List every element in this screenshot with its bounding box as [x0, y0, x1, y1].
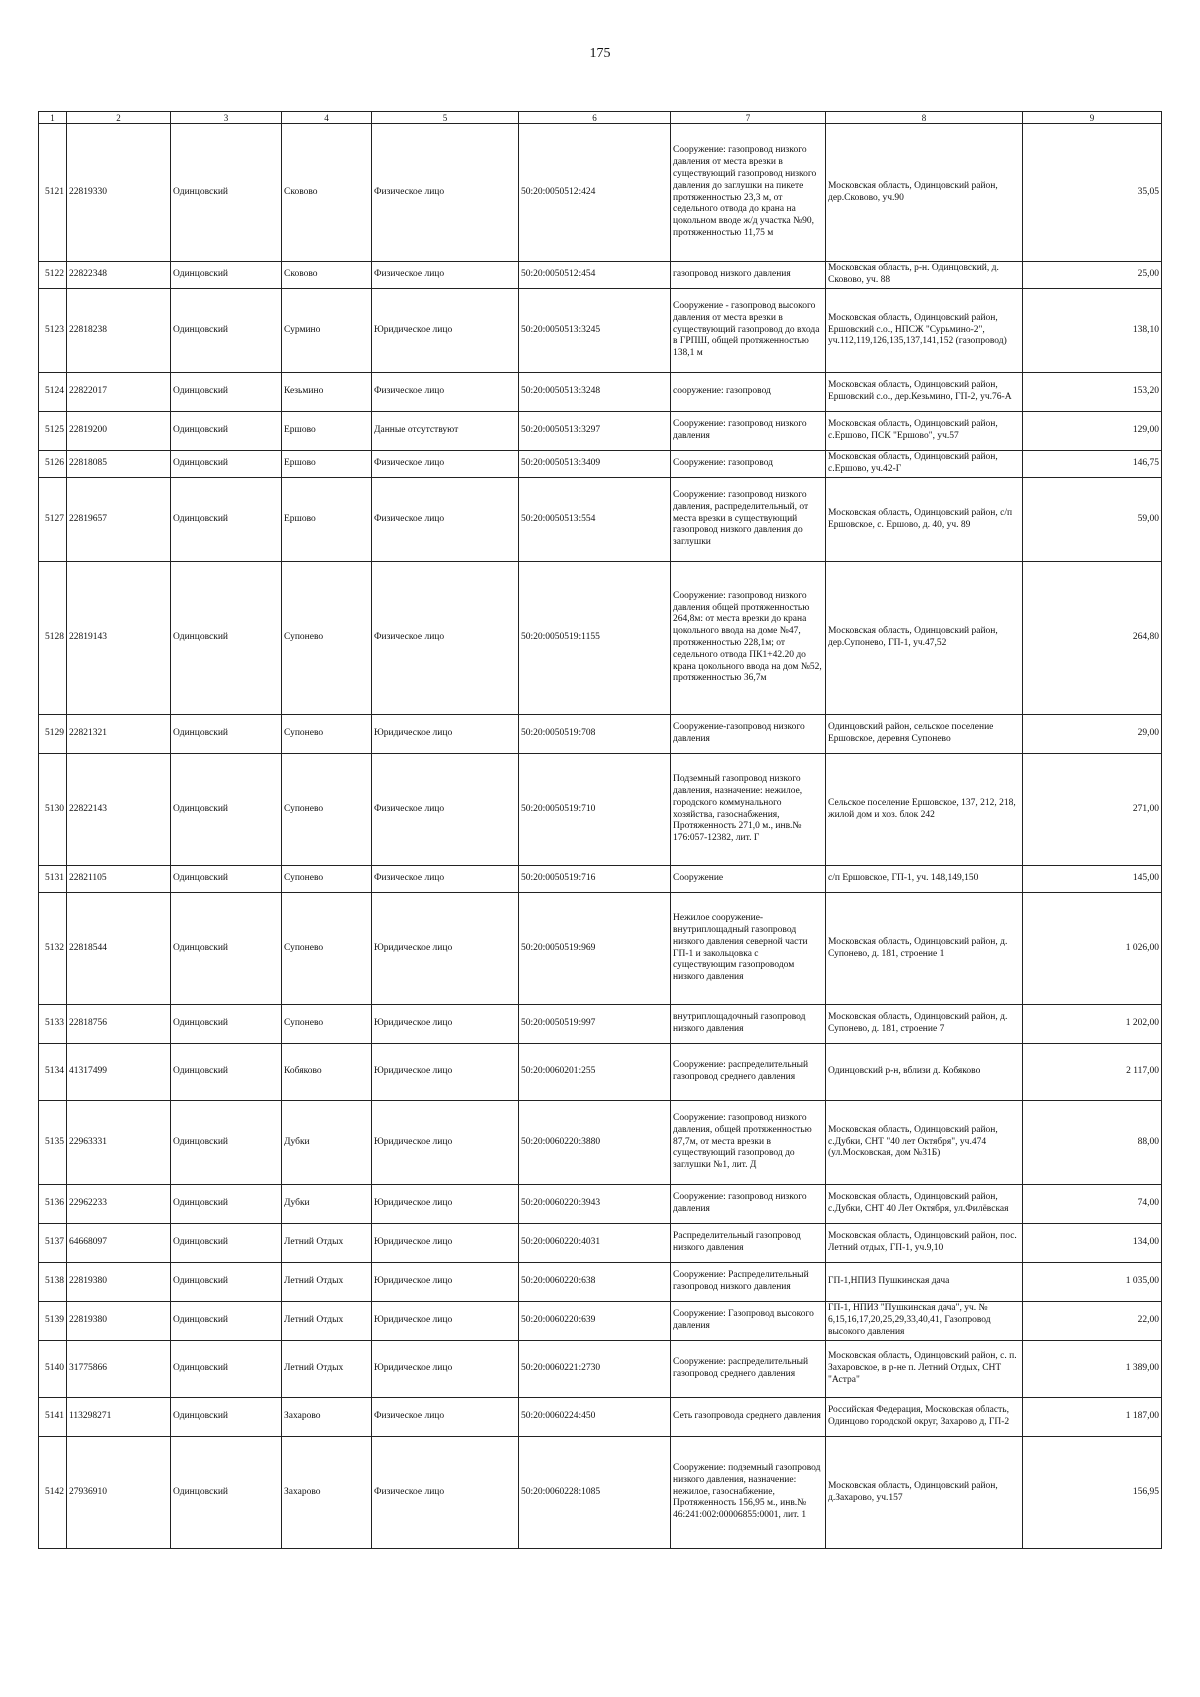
- cadastral-number-cell: 50:20:0060224:450: [519, 1398, 671, 1437]
- column-header: 1: [39, 112, 67, 124]
- cadastral-number-cell: 50:20:0050513:3245: [519, 289, 671, 373]
- owner-type-cell: Физическое лицо: [372, 1398, 519, 1437]
- row-number-cell: 5142: [39, 1437, 67, 1549]
- object-description-cell: внутриплощадочный газопровод низкого давления: [671, 1005, 826, 1044]
- table-row: [39, 866, 1162, 893]
- length-value-cell: 88,00: [1023, 1101, 1162, 1185]
- owner-type-cell: Юридическое лицо: [372, 715, 519, 754]
- locality-cell: Летний Отдых: [282, 1263, 372, 1302]
- object-description-cell: Сооружение: газопровод: [671, 451, 826, 478]
- district-cell: Одинцовский: [171, 373, 282, 412]
- table-row: [39, 289, 1162, 373]
- object-description-cell: Сооружение: Распределительный газопровод низкого давления: [671, 1263, 826, 1302]
- table-row: [39, 893, 1162, 1005]
- table-body: [39, 124, 1162, 1549]
- page-number: 175: [589, 46, 611, 61]
- column-header: 9: [1023, 112, 1162, 124]
- row-number-cell: 5125: [39, 412, 67, 451]
- row-number-cell: 5135: [39, 1101, 67, 1185]
- cadastral-number-cell: 50:20:0050519:710: [519, 754, 671, 866]
- row-number-cell: 5134: [39, 1044, 67, 1101]
- district-cell: Одинцовский: [171, 754, 282, 866]
- record-id-cell: 22819380: [67, 1263, 171, 1302]
- district-cell: Одинцовский: [171, 866, 282, 893]
- length-value-cell: 1 389,00: [1023, 1341, 1162, 1398]
- locality-cell: Захарово: [282, 1398, 372, 1437]
- length-value-cell: 145,00: [1023, 866, 1162, 893]
- table-row: [39, 1341, 1162, 1398]
- owner-type-cell: Юридическое лицо: [372, 1302, 519, 1341]
- row-number-cell: 5139: [39, 1302, 67, 1341]
- table-row: [39, 1224, 1162, 1263]
- length-value-cell: 138,10: [1023, 289, 1162, 373]
- length-value-cell: 271,00: [1023, 754, 1162, 866]
- table-row: [39, 373, 1162, 412]
- record-id-cell: 22821321: [67, 715, 171, 754]
- record-id-cell: 113298271: [67, 1398, 171, 1437]
- locality-cell: Дубки: [282, 1185, 372, 1224]
- row-number-cell: 5136: [39, 1185, 67, 1224]
- owner-type-cell: Юридическое лицо: [372, 1101, 519, 1185]
- locality-cell: Ершово: [282, 451, 372, 478]
- table-row: [39, 1044, 1162, 1101]
- object-description-cell: Нежилое сооружение-внутриплощадный газопровод низкого давления северной части ГП-1 и закольцовка с существующим газопроводом низкого давления: [671, 893, 826, 1005]
- record-id-cell: 22818544: [67, 893, 171, 1005]
- cadastral-number-cell: 50:20:0050519:997: [519, 1005, 671, 1044]
- header-row: [39, 112, 1162, 124]
- cadastral-number-cell: 50:20:0060220:4031: [519, 1224, 671, 1263]
- cadastral-number-cell: 50:20:0060220:639: [519, 1302, 671, 1341]
- record-id-cell: 64668097: [67, 1224, 171, 1263]
- owner-type-cell: Физическое лицо: [372, 262, 519, 289]
- length-value-cell: 134,00: [1023, 1224, 1162, 1263]
- cadastral-number-cell: 50:20:0050513:3409: [519, 451, 671, 478]
- object-description-cell: Сооружение: [671, 866, 826, 893]
- district-cell: Одинцовский: [171, 893, 282, 1005]
- address-cell: Московская область, р-н. Одинцовский, д. Сковово, уч. 88: [826, 262, 1023, 289]
- row-number-cell: 5122: [39, 262, 67, 289]
- locality-cell: Супонево: [282, 715, 372, 754]
- district-cell: Одинцовский: [171, 1398, 282, 1437]
- district-cell: Одинцовский: [171, 1224, 282, 1263]
- record-id-cell: 22962233: [67, 1185, 171, 1224]
- owner-type-cell: Физическое лицо: [372, 373, 519, 412]
- record-id-cell: 22963331: [67, 1101, 171, 1185]
- table-row: [39, 1185, 1162, 1224]
- locality-cell: Сковово: [282, 124, 372, 262]
- address-cell: Московская область, Одинцовский район, Ершовский с.о., НПСЖ "Сурьмино-2", уч.112,119,126,135,137,141,152 (газопровод): [826, 289, 1023, 373]
- locality-cell: Кобяково: [282, 1044, 372, 1101]
- address-cell: Московская область, Одинцовский район, Ершовский с.о., дер.Кезьмино, ГП-2, уч.76-А: [826, 373, 1023, 412]
- object-description-cell: Сооружение: газопровод низкого давления от места врезки в существующий газопровод низкого давления до заглушки на пикете протяженностью 23,3 м, от седельного отвода до крана на цокольном вводе ж/д участка №90, протяженностью 11,75 м: [671, 124, 826, 262]
- locality-cell: Летний Отдых: [282, 1341, 372, 1398]
- column-header: 7: [671, 112, 826, 124]
- row-number-cell: 5132: [39, 893, 67, 1005]
- table-row: [39, 1302, 1162, 1341]
- object-description-cell: Подземный газопровод низкого давления, назначение: нежилое, городского коммунального хозяйства, газоснабжения, Протяженность 271,0 м., инв.№ 176:057-12382, лит. Г: [671, 754, 826, 866]
- row-number-cell: 5126: [39, 451, 67, 478]
- record-id-cell: 22818756: [67, 1005, 171, 1044]
- row-number-cell: 5128: [39, 562, 67, 715]
- record-id-cell: 41317499: [67, 1044, 171, 1101]
- record-id-cell: 31775866: [67, 1341, 171, 1398]
- cadastral-number-cell: 50:20:0050513:3297: [519, 412, 671, 451]
- record-id-cell: 22819200: [67, 412, 171, 451]
- district-cell: Одинцовский: [171, 562, 282, 715]
- column-header: 8: [826, 112, 1023, 124]
- record-id-cell: 22818238: [67, 289, 171, 373]
- district-cell: Одинцовский: [171, 1185, 282, 1224]
- owner-type-cell: Данные отсутствуют: [372, 412, 519, 451]
- row-number-cell: 5131: [39, 866, 67, 893]
- locality-cell: Супонево: [282, 866, 372, 893]
- row-number-cell: 5124: [39, 373, 67, 412]
- locality-cell: Кезьмино: [282, 373, 372, 412]
- cadastral-number-cell: 50:20:0050513:3248: [519, 373, 671, 412]
- owner-type-cell: Физическое лицо: [372, 478, 519, 562]
- owner-type-cell: Физическое лицо: [372, 124, 519, 262]
- cadastral-number-cell: 50:20:0050519:708: [519, 715, 671, 754]
- object-description-cell: газопровод низкого давления: [671, 262, 826, 289]
- locality-cell: Супонево: [282, 562, 372, 715]
- cadastral-number-cell: 50:20:0050512:424: [519, 124, 671, 262]
- length-value-cell: 264,80: [1023, 562, 1162, 715]
- locality-cell: Супонево: [282, 893, 372, 1005]
- length-value-cell: 1 026,00: [1023, 893, 1162, 1005]
- address-cell: Московская область, Одинцовский район, дер.Сковово, уч.90: [826, 124, 1023, 262]
- object-description-cell: Сооружение: газопровод низкого давления, общей протяженностью 87,7м, от места врезки в существующий газопровод до заглушки №1, лит. Д: [671, 1101, 826, 1185]
- row-number-cell: 5138: [39, 1263, 67, 1302]
- table-row: [39, 478, 1162, 562]
- object-description-cell: Сооружение: распределительный газопровод среднего давления: [671, 1341, 826, 1398]
- locality-cell: Сурмино: [282, 289, 372, 373]
- row-number-cell: 5121: [39, 124, 67, 262]
- district-cell: Одинцовский: [171, 1437, 282, 1549]
- address-cell: Московская область, Одинцовский район, с.Ершово, ПСК "Ершово", уч.57: [826, 412, 1023, 451]
- cadastral-number-cell: 50:20:0060220:3943: [519, 1185, 671, 1224]
- owner-type-cell: Юридическое лицо: [372, 893, 519, 1005]
- owner-type-cell: Физическое лицо: [372, 754, 519, 866]
- object-description-cell: сооружение: газопровод: [671, 373, 826, 412]
- locality-cell: Ершово: [282, 412, 372, 451]
- length-value-cell: 74,00: [1023, 1185, 1162, 1224]
- cadastral-number-cell: 50:20:0050513:554: [519, 478, 671, 562]
- length-value-cell: 1 187,00: [1023, 1398, 1162, 1437]
- object-description-cell: Сеть газопровода среднего давления: [671, 1398, 826, 1437]
- length-value-cell: 29,00: [1023, 715, 1162, 754]
- record-id-cell: 22819143: [67, 562, 171, 715]
- address-cell: Московская область, Одинцовский район, с.Дубки, СНТ 40 Лет Октября, ул.Филёвская: [826, 1185, 1023, 1224]
- cadastral-number-cell: 50:20:0060221:2730: [519, 1341, 671, 1398]
- object-description-cell: Сооружение: подземный газопровод низкого давления, назначение: нежилое, газоснабжение, Протяженность 156,95 м., инв.№ 46:241:002:00006855:0001, лит. 1: [671, 1437, 826, 1549]
- locality-cell: Дубки: [282, 1101, 372, 1185]
- district-cell: Одинцовский: [171, 478, 282, 562]
- district-cell: Одинцовский: [171, 1005, 282, 1044]
- object-description-cell: Сооружение-газопровод низкого давления: [671, 715, 826, 754]
- record-id-cell: 27936910: [67, 1437, 171, 1549]
- owner-type-cell: Юридическое лицо: [372, 1224, 519, 1263]
- column-header: 5: [372, 112, 519, 124]
- address-cell: Московская область, Одинцовский район, д.Захарово, уч.157: [826, 1437, 1023, 1549]
- locality-cell: Ершово: [282, 478, 372, 562]
- district-cell: Одинцовский: [171, 1044, 282, 1101]
- object-description-cell: Сооружение: распределительный газопровод среднего давления: [671, 1044, 826, 1101]
- cadastral-number-cell: 50:20:0060201:255: [519, 1044, 671, 1101]
- object-description-cell: Сооружение: Газопровод высокого давления: [671, 1302, 826, 1341]
- table-row: [39, 262, 1162, 289]
- object-description-cell: Сооружение: газопровод низкого давления: [671, 412, 826, 451]
- locality-cell: Сковово: [282, 262, 372, 289]
- row-number-cell: 5133: [39, 1005, 67, 1044]
- locality-cell: Летний Отдых: [282, 1302, 372, 1341]
- length-value-cell: 25,00: [1023, 262, 1162, 289]
- district-cell: Одинцовский: [171, 1101, 282, 1185]
- table-row: [39, 715, 1162, 754]
- column-header: 3: [171, 112, 282, 124]
- cadastral-number-cell: 50:20:0050512:454: [519, 262, 671, 289]
- record-id-cell: 22822348: [67, 262, 171, 289]
- locality-cell: Захарово: [282, 1437, 372, 1549]
- record-id-cell: 22819330: [67, 124, 171, 262]
- object-description-cell: Сооружение: газопровод низкого давления общей протяженностью 264,8м: от места врезки до крана цокольного ввода на доме №47, протяженностью 228,1м; от седельного отвода ПК1+42.20 до крана цокольного ввода на дом №52, протяженностью 36,7м: [671, 562, 826, 715]
- locality-cell: Летний Отдых: [282, 1224, 372, 1263]
- table-row: [39, 412, 1162, 451]
- table-row: [39, 1437, 1162, 1549]
- district-cell: Одинцовский: [171, 262, 282, 289]
- row-number-cell: 5127: [39, 478, 67, 562]
- district-cell: Одинцовский: [171, 715, 282, 754]
- district-cell: Одинцовский: [171, 1302, 282, 1341]
- address-cell: Московская область, Одинцовский район, д. Супонево, д. 181, строение 7: [826, 1005, 1023, 1044]
- table-row: [39, 754, 1162, 866]
- owner-type-cell: Физическое лицо: [372, 1437, 519, 1549]
- cadastral-number-cell: 50:20:0050519:969: [519, 893, 671, 1005]
- address-cell: Российская Федерация, Московская область, Одинцово городской округ, Захарово д, ГП-2: [826, 1398, 1023, 1437]
- record-id-cell: 22822017: [67, 373, 171, 412]
- column-header: 4: [282, 112, 372, 124]
- district-cell: Одинцовский: [171, 289, 282, 373]
- address-cell: Московская область, Одинцовский район, д. Супонево, д. 181, строение 1: [826, 893, 1023, 1005]
- district-cell: Одинцовский: [171, 451, 282, 478]
- address-cell: Одинцовский район, сельское поселение Ершовское, деревня Супонево: [826, 715, 1023, 754]
- district-cell: Одинцовский: [171, 124, 282, 262]
- record-id-cell: 22822143: [67, 754, 171, 866]
- locality-cell: Супонево: [282, 1005, 372, 1044]
- cadastral-number-cell: 50:20:0060220:638: [519, 1263, 671, 1302]
- length-value-cell: 129,00: [1023, 412, 1162, 451]
- address-cell: Московская область, Одинцовский район, с.Ершово, уч.42-Г: [826, 451, 1023, 478]
- registry-table: [38, 111, 1162, 1549]
- owner-type-cell: Юридическое лицо: [372, 1263, 519, 1302]
- address-cell: Московская область, Одинцовский район, пос. Летний отдых, ГП-1, уч.9,10: [826, 1224, 1023, 1263]
- row-number-cell: 5123: [39, 289, 67, 373]
- record-id-cell: 22819657: [67, 478, 171, 562]
- address-cell: ГП-1, НПИЗ "Пушкинская дача", уч. № 6,15,16,17,20,25,29,33,40,41, Газопровод высокого давления: [826, 1302, 1023, 1341]
- table-row: [39, 451, 1162, 478]
- cadastral-number-cell: 50:20:0050519:1155: [519, 562, 671, 715]
- length-value-cell: 2 117,00: [1023, 1044, 1162, 1101]
- table-row: [39, 1263, 1162, 1302]
- length-value-cell: 156,95: [1023, 1437, 1162, 1549]
- owner-type-cell: Юридическое лицо: [372, 1044, 519, 1101]
- owner-type-cell: Юридическое лицо: [372, 1185, 519, 1224]
- address-cell: Московская область, Одинцовский район, с/п Ершовское, с. Ершово, д. 40, уч. 89: [826, 478, 1023, 562]
- column-header: 2: [67, 112, 171, 124]
- cadastral-number-cell: 50:20:0060220:3880: [519, 1101, 671, 1185]
- record-id-cell: 22818085: [67, 451, 171, 478]
- table-row: [39, 562, 1162, 715]
- row-number-cell: 5130: [39, 754, 67, 866]
- address-cell: ГП-1,НПИЗ Пушкинская дача: [826, 1263, 1023, 1302]
- table-row: [39, 1101, 1162, 1185]
- district-cell: Одинцовский: [171, 1263, 282, 1302]
- owner-type-cell: Юридическое лицо: [372, 1341, 519, 1398]
- address-cell: Сельское поселение Ершовское, 137, 212, 218, жилой дом и хоз. блок 242: [826, 754, 1023, 866]
- table-header: [39, 112, 1162, 124]
- table-row: [39, 1005, 1162, 1044]
- address-cell: Московская область, Одинцовский район, дер.Супонево, ГП-1, уч.47,52: [826, 562, 1023, 715]
- length-value-cell: 1 035,00: [1023, 1263, 1162, 1302]
- object-description-cell: Сооружение: газопровод низкого давления: [671, 1185, 826, 1224]
- owner-type-cell: Физическое лицо: [372, 451, 519, 478]
- column-header: 6: [519, 112, 671, 124]
- object-description-cell: Распределительный газопровод низкого давления: [671, 1224, 826, 1263]
- address-cell: Московская область, Одинцовский район, с. п. Захаровское, в р-не п. Летний Отдых, СНТ "Астра": [826, 1341, 1023, 1398]
- object-description-cell: Сооружение: газопровод низкого давления, распределительный, от места врезки в существующий газопровод низкого давления до заглушки: [671, 478, 826, 562]
- address-cell: Московская область, Одинцовский район, с.Дубки, СНТ "40 лет Октября", уч.474 (ул.Московская, дом №31Б): [826, 1101, 1023, 1185]
- record-id-cell: 22821105: [67, 866, 171, 893]
- address-cell: Одинцовский р-н, вблизи д. Кобяково: [826, 1044, 1023, 1101]
- owner-type-cell: Юридическое лицо: [372, 1005, 519, 1044]
- length-value-cell: 146,75: [1023, 451, 1162, 478]
- length-value-cell: 153,20: [1023, 373, 1162, 412]
- length-value-cell: 1 202,00: [1023, 1005, 1162, 1044]
- row-number-cell: 5140: [39, 1341, 67, 1398]
- owner-type-cell: Физическое лицо: [372, 562, 519, 715]
- row-number-cell: 5129: [39, 715, 67, 754]
- row-number-cell: 5141: [39, 1398, 67, 1437]
- cadastral-number-cell: 50:20:0050519:716: [519, 866, 671, 893]
- object-description-cell: Сооружение - газопровод высокого давления от места врезки в существующий газопровод до входа в ГРПШ, общей протяженностью 138,1 м: [671, 289, 826, 373]
- cadastral-number-cell: 50:20:0060228:1085: [519, 1437, 671, 1549]
- district-cell: Одинцовский: [171, 412, 282, 451]
- address-cell: с/п Ершовское, ГП-1, уч. 148,149,150: [826, 866, 1023, 893]
- row-number-cell: 5137: [39, 1224, 67, 1263]
- locality-cell: Супонево: [282, 754, 372, 866]
- length-value-cell: 35,05: [1023, 124, 1162, 262]
- length-value-cell: 59,00: [1023, 478, 1162, 562]
- table-row: [39, 124, 1162, 262]
- table-row: [39, 1398, 1162, 1437]
- length-value-cell: 22,00: [1023, 1302, 1162, 1341]
- owner-type-cell: Юридическое лицо: [372, 289, 519, 373]
- record-id-cell: 22819380: [67, 1302, 171, 1341]
- district-cell: Одинцовский: [171, 1341, 282, 1398]
- owner-type-cell: Физическое лицо: [372, 866, 519, 893]
